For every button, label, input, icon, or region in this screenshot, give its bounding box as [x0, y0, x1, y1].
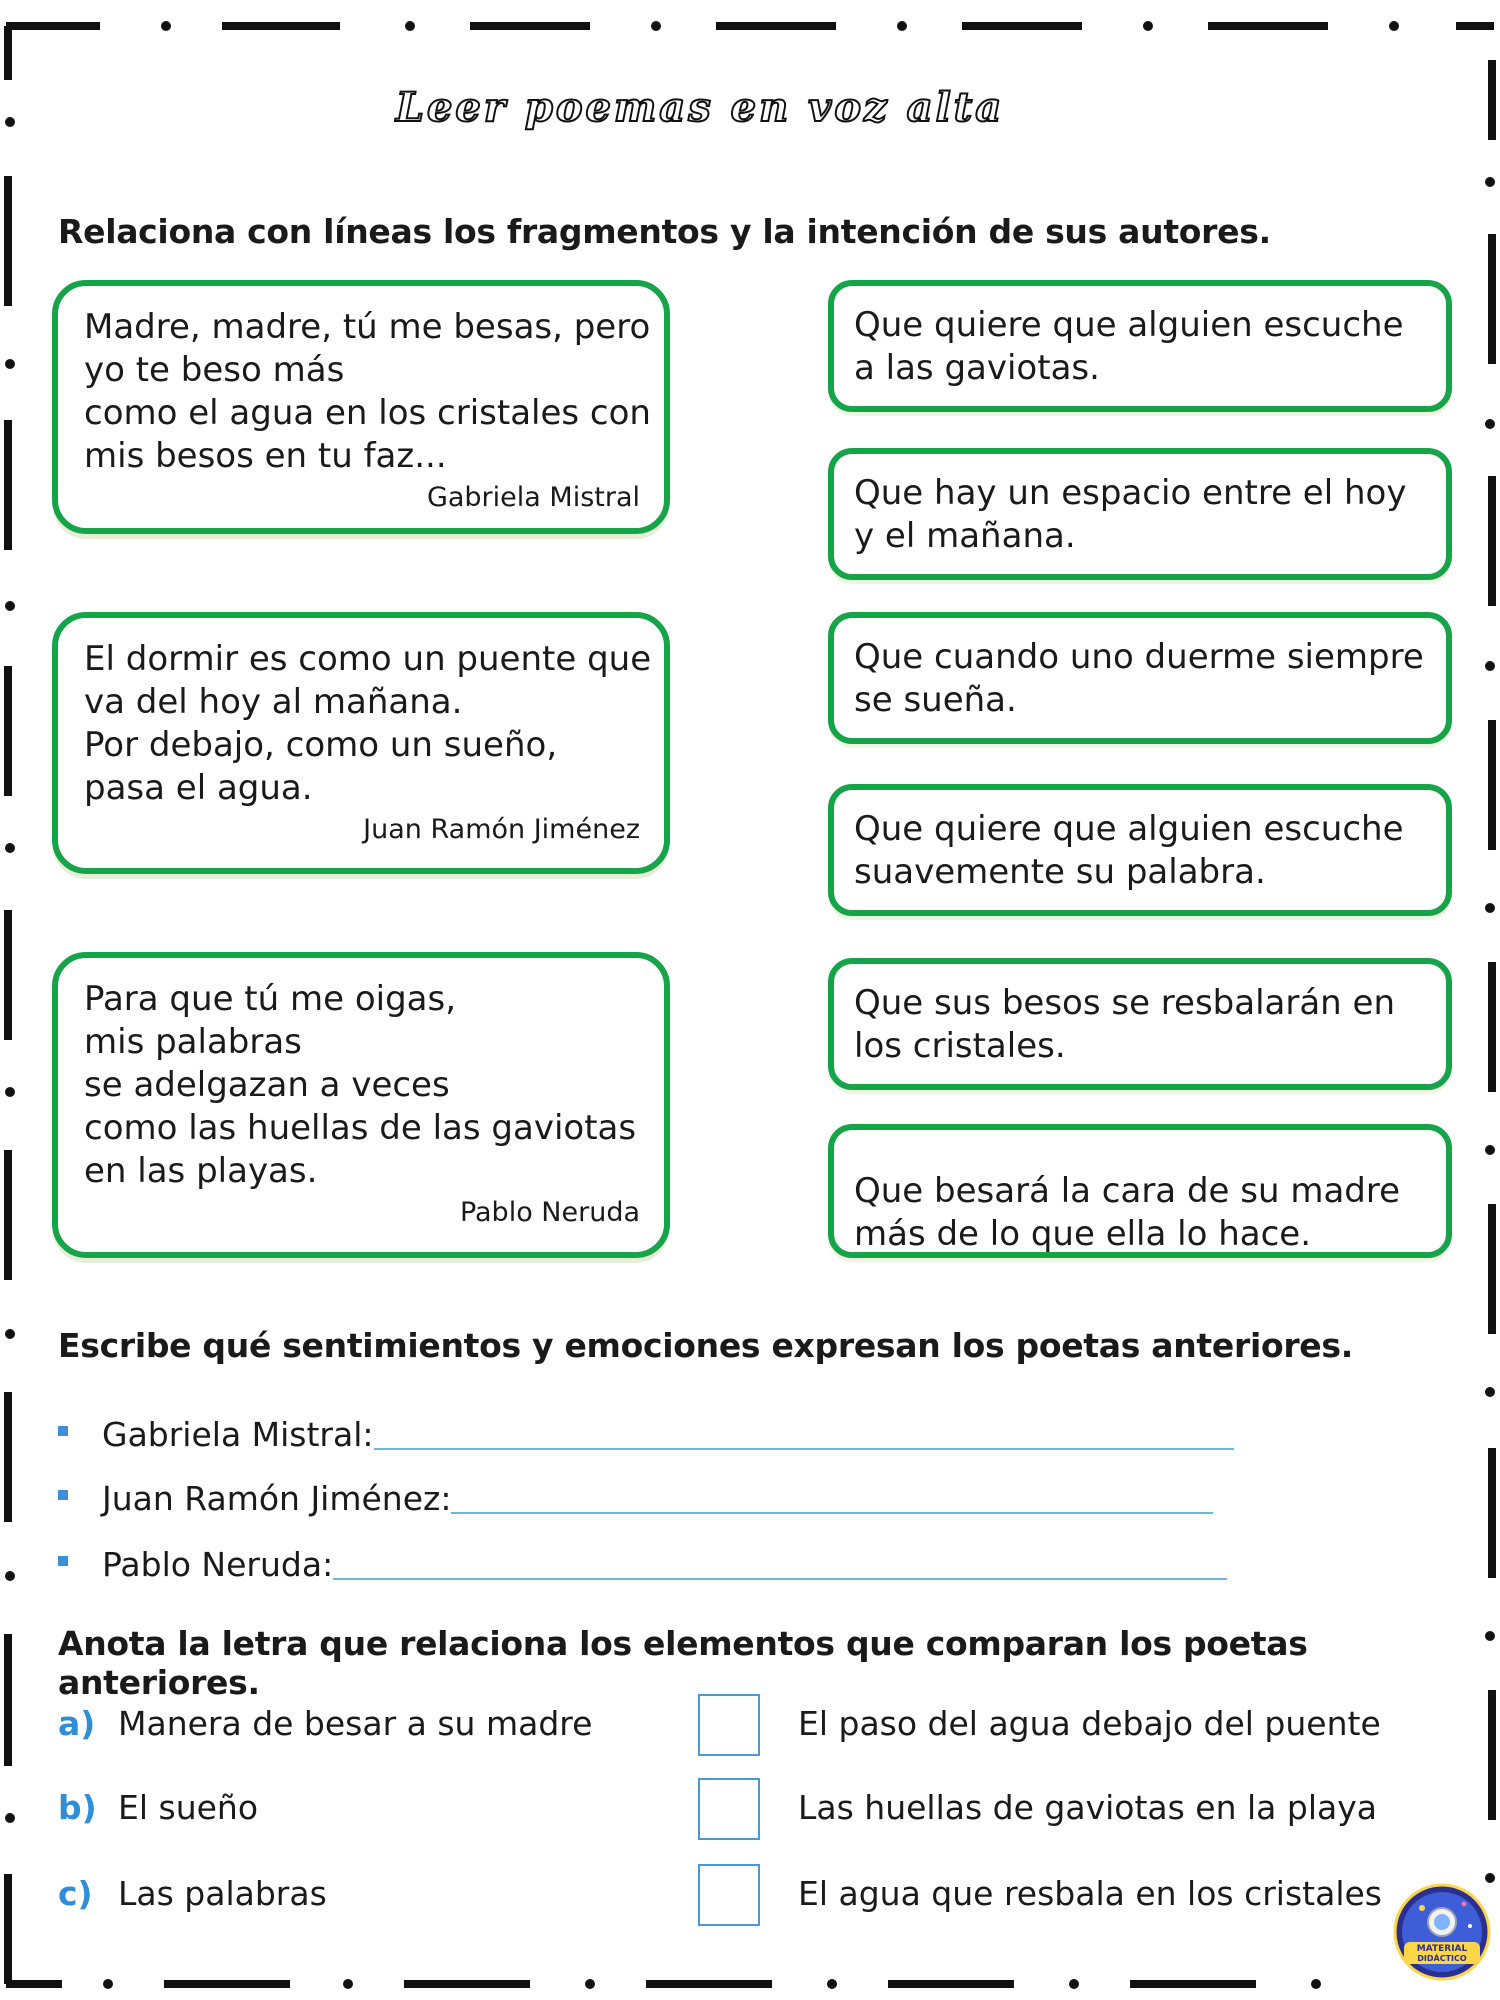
intention-text: los cristales. [854, 1026, 1066, 1066]
intention-text: Que besará la cara de su madre [854, 1171, 1401, 1211]
answer-row-mistral [58, 1404, 1234, 1454]
poem-author: Gabriela Mistral [426, 482, 640, 513]
poem-line: Madre, madre, tú me besas, pero [84, 307, 651, 347]
row-letter: c) [58, 1874, 93, 1913]
poem-line: yo te beso más [84, 350, 345, 390]
poem-line: se adelgazan a veces [84, 1065, 450, 1105]
poem-line: pasa el agua. [84, 768, 313, 808]
intention-text: más de lo que ella lo hace. [854, 1214, 1312, 1254]
instruction-3: Anota la letra que relaciona los elementos que comparan los poetas anteriores. [58, 1624, 1308, 1702]
poem-line: mis besos en tu faz... [84, 436, 447, 476]
compared-item: Las palabras [118, 1874, 327, 1913]
intention-card-6[interactable] [828, 1124, 1452, 1258]
poem-line: El dormir es como un puente que [84, 639, 652, 679]
answer-box[interactable] [698, 1864, 760, 1926]
comparison: El paso del agua debajo del puente [798, 1704, 1381, 1743]
material-didactico-logo [1392, 1882, 1492, 1982]
poem-line: en las playas. [84, 1151, 318, 1191]
intention-card-3[interactable] [828, 612, 1452, 744]
poem-card-jimenez[interactable] [52, 612, 670, 874]
poem-line: como el agua en los cristales con [84, 393, 651, 433]
poem-author: Pablo Neruda [459, 1197, 640, 1228]
poem-line: Para que tú me oigas, [84, 979, 457, 1019]
intention-text: y el mañana. [854, 516, 1076, 556]
answer-row-neruda [58, 1534, 1227, 1584]
row-letter: b) [58, 1788, 97, 1827]
intention-card-1[interactable] [828, 280, 1452, 412]
compared-item: Manera de besar a su madre [118, 1704, 593, 1743]
bullet [58, 1426, 68, 1436]
poem-line: como las huellas de las gaviotas [84, 1108, 637, 1148]
poem-card-mistral[interactable] [52, 280, 670, 534]
poet-label: Gabriela Mistral: [102, 1415, 374, 1454]
match-row-c [58, 1864, 1438, 1928]
intention-text: a las gaviotas. [854, 348, 1100, 388]
instruction-1: Relaciona con líneas los fragmentos y la intención de sus autores. [58, 212, 1271, 251]
intention-text: Que cuando uno duerme siempre [854, 637, 1424, 677]
poem-line: va del hoy al mañana. [84, 682, 463, 722]
intention-text: Que quiere que alguien escuche [854, 305, 1404, 345]
page-title: Leer poemas en voz alta [395, 84, 1005, 131]
answer-line-mistral[interactable] [374, 1447, 1234, 1450]
match-row-b [58, 1778, 1438, 1842]
intention-card-4[interactable] [828, 784, 1452, 916]
intention-text: Que quiere que alguien escuche [854, 809, 1404, 849]
instruction-2: Escribe qué sentimientos y emociones expresan los poetas anteriores. [58, 1326, 1353, 1365]
intention-text: Que sus besos se resbalarán en [854, 983, 1395, 1023]
poem-author: Juan Ramón Jiménez [363, 814, 640, 845]
comparison: El agua que resbala en los cristales [798, 1874, 1382, 1913]
match-row-a [58, 1694, 1438, 1758]
bullet [58, 1490, 68, 1500]
svg-text:DIDÁCTICO: DIDÁCTICO [1417, 1954, 1467, 1963]
bullet [58, 1556, 68, 1566]
intention-text: Que hay un espacio entre el hoy [854, 473, 1407, 513]
compared-item: El sueño [118, 1788, 259, 1827]
poem-line: Por debajo, como un sueño, [84, 725, 558, 765]
poet-label: Juan Ramón Jiménez: [102, 1479, 452, 1518]
intention-text: se sueña. [854, 680, 1017, 720]
intention-card-5[interactable] [828, 958, 1452, 1090]
intention-card-2[interactable] [828, 448, 1452, 580]
intention-text: suavemente su palabra. [854, 852, 1266, 892]
answer-row-jimenez [58, 1468, 1213, 1518]
poem-line: mis palabras [84, 1022, 302, 1062]
answer-box[interactable] [698, 1694, 760, 1756]
answer-line-jimenez[interactable] [451, 1511, 1213, 1514]
answer-box[interactable] [698, 1778, 760, 1840]
poem-card-neruda[interactable] [52, 952, 670, 1258]
row-letter: a) [58, 1704, 96, 1743]
comparison: Las huellas de gaviotas en la playa [798, 1788, 1377, 1827]
poet-label: Pablo Neruda: [102, 1545, 334, 1584]
answer-line-neruda[interactable] [333, 1577, 1227, 1580]
svg-text:MATERIAL: MATERIAL [1416, 1944, 1468, 1954]
